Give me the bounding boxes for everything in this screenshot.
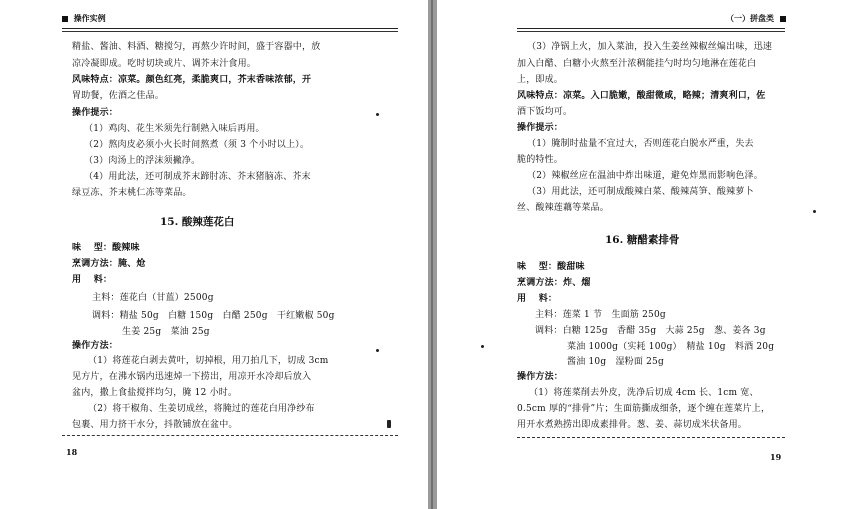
text-line: 风味特点：凉菜。颜色红亮，柔脆爽口，芥末香味浓郁，开 — [72, 75, 312, 85]
text-line: 菜油 1000g（实耗 100g） 精盐 10g 料酒 20g — [567, 342, 775, 352]
square-bullet-icon — [780, 16, 786, 22]
text-line: 胃助餐，佐酒之佳品。 — [72, 91, 165, 101]
text-line: 酒下饭均可。 — [517, 107, 573, 117]
right-footer-rule — [517, 434, 785, 438]
text-line: 加入白醋、白糖小火熬至汁浓稠能挂勺时均匀地淋在莲花白 — [517, 59, 757, 69]
left-page — [0, 0, 428, 509]
right-header-text: （一）拼盘类 — [726, 13, 774, 23]
right-page-number: 19 — [770, 452, 782, 462]
text-line: 调料：精盐 50g 白糖 150g 白醋 250g 干红嫩椒 50g — [92, 311, 335, 321]
right-header-rule-thin — [517, 31, 785, 32]
text-line: 烹调方法：腌、炝 — [72, 259, 146, 269]
left-page-number: 18 — [66, 447, 78, 457]
left-footer-rule — [62, 432, 398, 436]
left-header-text: 操作实例 — [73, 13, 106, 23]
text-line: 用 料： — [72, 275, 113, 285]
text-line: （1）将莲花白剥去黄叶，切掉根，用刀拍几下，切成 3cm — [88, 356, 329, 366]
section-label: 操作方法： — [517, 372, 564, 382]
text-line: 盆内，撒上食盐搅拌均匀，腌 12 小时。 — [72, 388, 238, 398]
speck — [387, 420, 391, 428]
recipe-title: 15. 酸辣莲花白 — [160, 216, 235, 228]
text-line: 风味特点：凉菜。入口脆嫩，酸甜微咸，略辣；清爽利口，佐 — [517, 91, 766, 101]
text-line: （1）鸡肉、花生米须先行制熟入味后再用。 — [84, 124, 265, 134]
text-line: 生姜 25g 菜油 25g — [122, 327, 210, 337]
text-line: （3）用此法，还可制成酸辣白菜、酸辣莴笋、酸辣萝卜 — [527, 187, 754, 197]
text-line: 烹调方法：炸、熘 — [517, 278, 591, 288]
text-line: （1）将莲菜削去外皮，洗净后切成 4cm 长、1cm 宽、 — [529, 388, 759, 398]
text-line: （2）熬肉皮必须小火长时间熬煮（须 3 个小时以上）。 — [84, 140, 310, 150]
recipe-title: 16. 糖醋素排骨 — [605, 234, 680, 246]
text-line: （1）腌制时盐量不宜过大，否则莲花白脱水严重，失去 — [527, 139, 754, 149]
section-label: 操作提示： — [72, 108, 119, 118]
text-line: 味 型：酸辣味 — [72, 243, 140, 253]
speck — [376, 113, 379, 116]
text-line: 脆的特性。 — [517, 155, 564, 165]
speck — [376, 349, 379, 352]
right-running-header — [726, 13, 786, 24]
speck — [813, 210, 816, 213]
text-line: （4）用此法，还可制成芥末蹄肘冻、芥末猪脑冻、芥末 — [84, 172, 311, 182]
square-bullet-icon — [62, 16, 68, 22]
text-line: 调料：白糖 125g 香醋 35g 大蒜 25g 葱、姜各 3g — [535, 326, 766, 336]
text-line: （2）将干椒角、生姜切成丝，将腌过的莲花白用净纱布 — [88, 404, 315, 414]
text-line: （2）辣椒丝应在温油中炸出味道，避免炸黑而影响色泽。 — [527, 171, 763, 181]
left-running-header — [62, 13, 106, 24]
text-line: 上，即成。 — [517, 75, 564, 85]
text-line: 主料：莲菜 1 节 生面筋 250g — [535, 310, 666, 320]
right-page — [437, 0, 868, 509]
page-gutter — [428, 0, 437, 509]
section-label: 操作提示： — [517, 123, 564, 133]
left-header-rule-thin — [62, 31, 398, 32]
right-header-rule — [517, 28, 785, 29]
text-line: （3）肉汤上的浮沫须撇净。 — [84, 156, 201, 166]
text-line: 酱油 10g 湿粉面 25g — [567, 357, 664, 367]
text-line: 凉冷凝即成。吃时切块或片、调芥末汁食用。 — [72, 59, 257, 69]
left-header-rule — [62, 28, 398, 29]
text-line: （3）净锅上火，加入菜油，投入生姜丝辣椒丝煸出味，迅速 — [527, 42, 773, 52]
text-line: 0.5cm 厚的“排骨”片；生面筋撕成细条，逐个缠在莲菜片上， — [517, 404, 771, 414]
text-line: 主料：莲花白（甘蓝）2500g — [92, 293, 214, 303]
text-line: 用 料： — [517, 294, 558, 304]
speck — [481, 345, 484, 348]
text-line: 丝、酸辣莲藕等菜品。 — [517, 203, 610, 213]
text-line: 精盐、酱油、料酒、糖搅匀，再熬少许时间，盛于容器中，放 — [72, 42, 321, 52]
text-line: 用开水煮熟捞出即成素排骨。葱、姜、蒜切成米状备用。 — [517, 420, 748, 430]
text-line: 味 型：酸甜味 — [517, 262, 585, 272]
text-line: 绿豆冻、芥末桃仁冻等菜品。 — [72, 188, 192, 198]
text-line: 见方片，在沸水锅内迅速焯一下捞出，用凉开水冷却后放入 — [72, 372, 312, 382]
section-label: 操作方法： — [72, 341, 119, 351]
text-line: 包裹、用力挤干水分，抖散铺放在盆中。 — [72, 420, 238, 430]
